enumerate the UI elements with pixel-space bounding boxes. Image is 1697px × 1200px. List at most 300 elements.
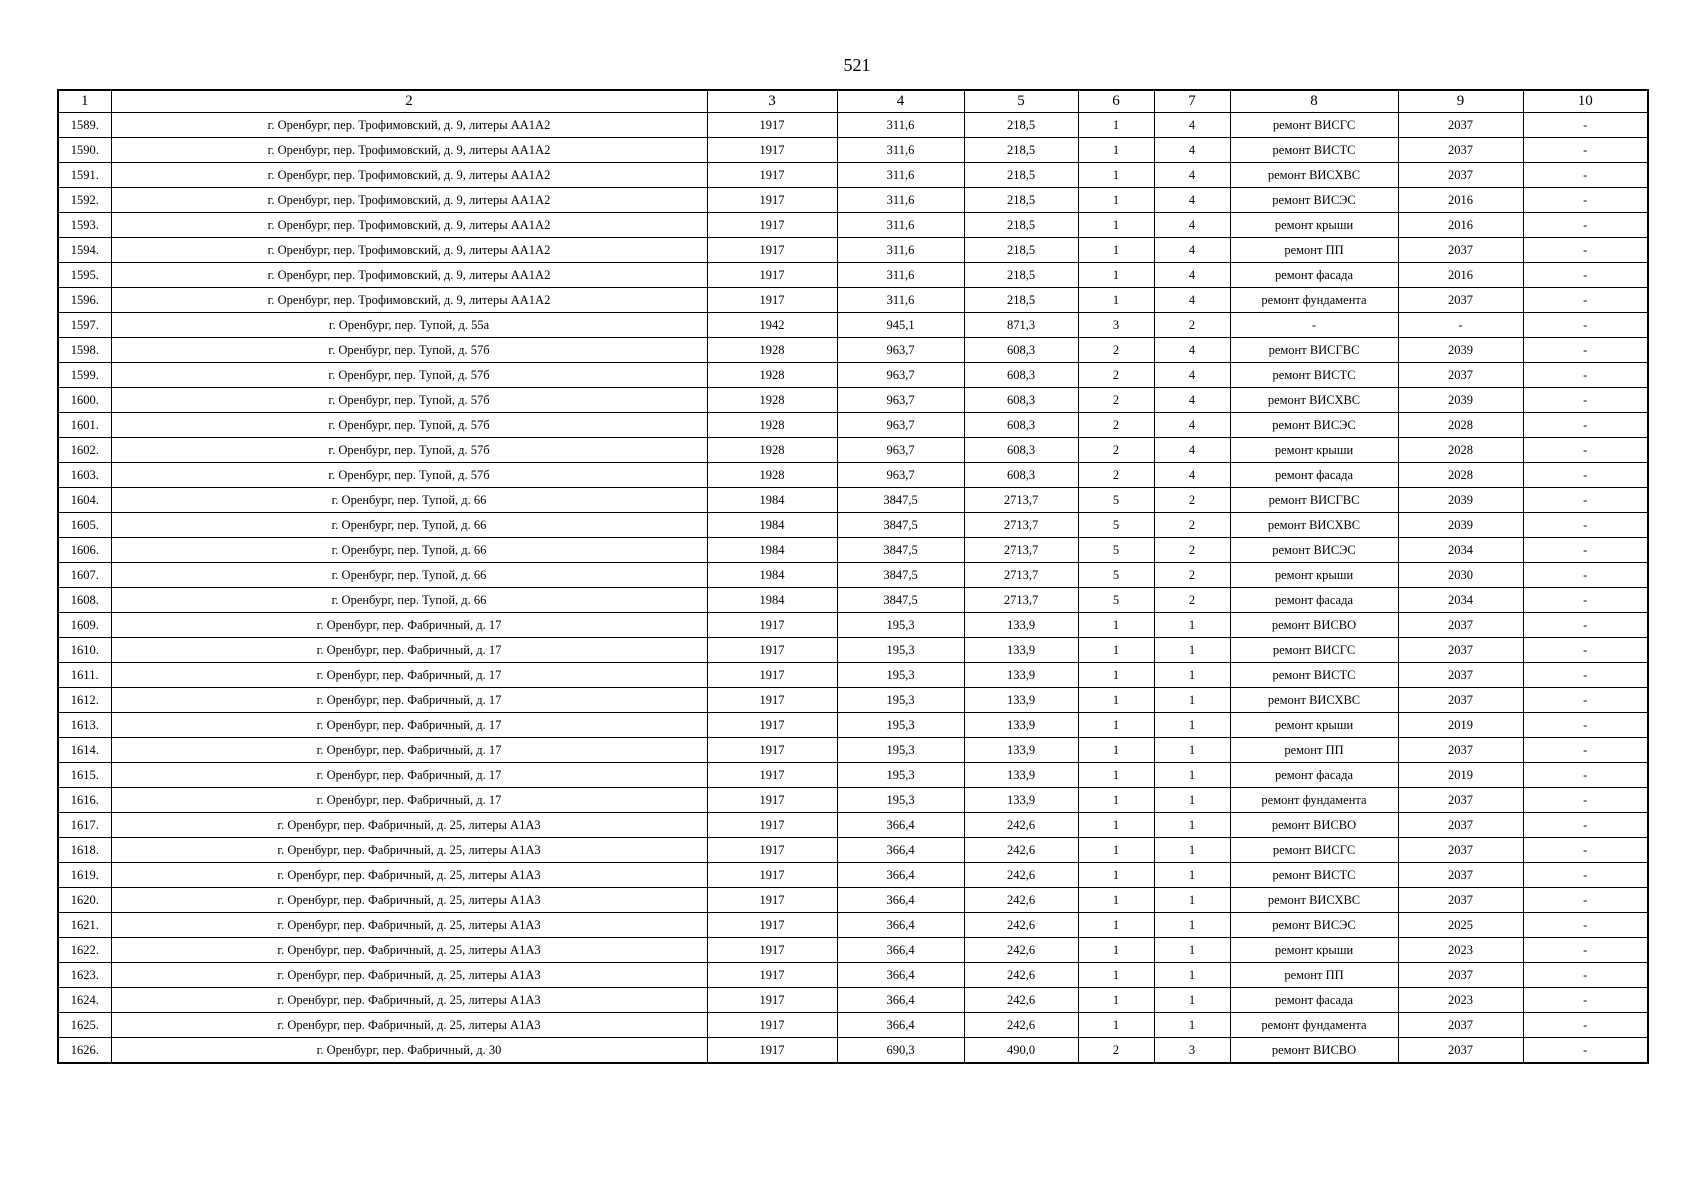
living-area-cell: 608,3 xyxy=(964,363,1078,388)
table-row xyxy=(58,838,1648,863)
total-area-cell: 311,6 xyxy=(837,238,964,263)
floors-cell: 2 xyxy=(1078,438,1154,463)
living-area-cell: 608,3 xyxy=(964,438,1078,463)
note-cell: - xyxy=(1523,638,1648,663)
total-area-cell: 963,7 xyxy=(837,338,964,363)
row-number-cell: 1599. xyxy=(58,363,111,388)
living-area-cell: 242,6 xyxy=(964,913,1078,938)
row-number-cell: 1608. xyxy=(58,588,111,613)
repair-type-cell: ремонт ВИСХВС xyxy=(1230,888,1398,913)
total-area-cell: 195,3 xyxy=(837,763,964,788)
year-built-cell: 1984 xyxy=(707,588,837,613)
table-row xyxy=(58,788,1648,813)
table-row xyxy=(58,263,1648,288)
residents-cell: 1 xyxy=(1154,988,1230,1013)
year-built-cell: 1917 xyxy=(707,963,837,988)
repair-type-cell: ремонт ВИСГВС xyxy=(1230,338,1398,363)
repair-type-cell: ремонт крыши xyxy=(1230,713,1398,738)
residents-cell: 4 xyxy=(1154,388,1230,413)
note-cell: - xyxy=(1523,888,1648,913)
living-area-cell: 218,5 xyxy=(964,113,1078,138)
address-cell: г. Оренбург, пер. Фабричный, д. 30 xyxy=(111,1038,707,1064)
table-row xyxy=(58,613,1648,638)
residents-cell: 1 xyxy=(1154,888,1230,913)
floors-cell: 1 xyxy=(1078,813,1154,838)
planned-year-cell: - xyxy=(1398,313,1523,338)
year-built-cell: 1917 xyxy=(707,788,837,813)
floors-cell: 1 xyxy=(1078,663,1154,688)
year-built-cell: 1917 xyxy=(707,738,837,763)
page-number: 521 xyxy=(843,55,871,75)
total-area-cell: 963,7 xyxy=(837,463,964,488)
year-built-cell: 1917 xyxy=(707,1013,837,1038)
note-cell: - xyxy=(1523,488,1648,513)
total-area-cell: 195,3 xyxy=(837,713,964,738)
living-area-cell: 608,3 xyxy=(964,463,1078,488)
total-area-cell: 311,6 xyxy=(837,138,964,163)
floors-cell: 1 xyxy=(1078,963,1154,988)
repair-type-cell: ремонт фасада xyxy=(1230,763,1398,788)
residents-cell: 4 xyxy=(1154,238,1230,263)
residents-cell: 2 xyxy=(1154,588,1230,613)
planned-year-cell: 2039 xyxy=(1398,488,1523,513)
table-row xyxy=(58,1013,1648,1038)
address-cell: г. Оренбург, пер. Тупой, д. 57б xyxy=(111,463,707,488)
planned-year-cell: 2016 xyxy=(1398,213,1523,238)
repair-type-cell: ремонт ВИСХВС xyxy=(1230,688,1398,713)
column-header-10: 10 xyxy=(1523,90,1648,113)
table-row xyxy=(58,213,1648,238)
table-row xyxy=(58,513,1648,538)
residents-cell: 2 xyxy=(1154,513,1230,538)
living-area-cell: 218,5 xyxy=(964,213,1078,238)
note-cell: - xyxy=(1523,763,1648,788)
planned-year-cell: 2028 xyxy=(1398,438,1523,463)
address-cell: г. Оренбург, пер. Фабричный, д. 25, литеры А1А3 xyxy=(111,813,707,838)
repair-type-cell: ремонт ВИСГС xyxy=(1230,838,1398,863)
living-area-cell: 608,3 xyxy=(964,338,1078,363)
total-area-cell: 963,7 xyxy=(837,388,964,413)
address-cell: г. Оренбург, пер. Тупой, д. 57б xyxy=(111,438,707,463)
floors-cell: 1 xyxy=(1078,238,1154,263)
column-header-6: 6 xyxy=(1078,90,1154,113)
living-area-cell: 2713,7 xyxy=(964,488,1078,513)
living-area-cell: 133,9 xyxy=(964,613,1078,638)
year-built-cell: 1928 xyxy=(707,388,837,413)
floors-cell: 1 xyxy=(1078,988,1154,1013)
planned-year-cell: 2039 xyxy=(1398,388,1523,413)
note-cell: - xyxy=(1523,288,1648,313)
row-number-cell: 1604. xyxy=(58,488,111,513)
living-area-cell: 871,3 xyxy=(964,313,1078,338)
repair-type-cell: ремонт ВИСХВС xyxy=(1230,388,1398,413)
table-row xyxy=(58,388,1648,413)
total-area-cell: 3847,5 xyxy=(837,538,964,563)
year-built-cell: 1917 xyxy=(707,238,837,263)
address-cell: г. Оренбург, пер. Тупой, д. 57б xyxy=(111,413,707,438)
repair-type-cell: ремонт крыши xyxy=(1230,438,1398,463)
total-area-cell: 311,6 xyxy=(837,163,964,188)
total-area-cell: 945,1 xyxy=(837,313,964,338)
year-built-cell: 1917 xyxy=(707,713,837,738)
column-header-9: 9 xyxy=(1398,90,1523,113)
repair-type-cell: ремонт ВИСЭС xyxy=(1230,413,1398,438)
note-cell: - xyxy=(1523,1013,1648,1038)
planned-year-cell: 2016 xyxy=(1398,263,1523,288)
floors-cell: 1 xyxy=(1078,638,1154,663)
address-cell: г. Оренбург, пер. Фабричный, д. 17 xyxy=(111,613,707,638)
table-row xyxy=(58,913,1648,938)
address-cell: г. Оренбург, пер. Трофимовский, д. 9, литеры АА1А2 xyxy=(111,163,707,188)
residents-cell: 2 xyxy=(1154,563,1230,588)
floors-cell: 2 xyxy=(1078,413,1154,438)
floors-cell: 1 xyxy=(1078,938,1154,963)
year-built-cell: 1928 xyxy=(707,413,837,438)
floors-cell: 1 xyxy=(1078,788,1154,813)
planned-year-cell: 2037 xyxy=(1398,888,1523,913)
row-number-cell: 1622. xyxy=(58,938,111,963)
year-built-cell: 1917 xyxy=(707,813,837,838)
note-cell: - xyxy=(1523,588,1648,613)
address-cell: г. Оренбург, пер. Тупой, д. 66 xyxy=(111,488,707,513)
planned-year-cell: 2037 xyxy=(1398,788,1523,813)
residents-cell: 1 xyxy=(1154,738,1230,763)
total-area-cell: 3847,5 xyxy=(837,588,964,613)
row-number-cell: 1606. xyxy=(58,538,111,563)
row-number-cell: 1603. xyxy=(58,463,111,488)
repair-type-cell: ремонт фасада xyxy=(1230,588,1398,613)
repair-type-cell: ремонт крыши xyxy=(1230,213,1398,238)
living-area-cell: 133,9 xyxy=(964,788,1078,813)
planned-year-cell: 2037 xyxy=(1398,688,1523,713)
floors-cell: 1 xyxy=(1078,188,1154,213)
address-cell: г. Оренбург, пер. Тупой, д. 66 xyxy=(111,588,707,613)
living-area-cell: 218,5 xyxy=(964,263,1078,288)
row-number-cell: 1602. xyxy=(58,438,111,463)
year-built-cell: 1928 xyxy=(707,438,837,463)
floors-cell: 1 xyxy=(1078,213,1154,238)
floors-cell: 1 xyxy=(1078,288,1154,313)
address-cell: г. Оренбург, пер. Тупой, д. 57б xyxy=(111,388,707,413)
row-number-cell: 1609. xyxy=(58,613,111,638)
year-built-cell: 1917 xyxy=(707,138,837,163)
total-area-cell: 195,3 xyxy=(837,663,964,688)
planned-year-cell: 2037 xyxy=(1398,1038,1523,1064)
repair-type-cell: ремонт ВИСВО xyxy=(1230,813,1398,838)
residents-cell: 1 xyxy=(1154,713,1230,738)
repair-type-cell: - xyxy=(1230,313,1398,338)
floors-cell: 5 xyxy=(1078,563,1154,588)
row-number-cell: 1614. xyxy=(58,738,111,763)
living-area-cell: 242,6 xyxy=(964,813,1078,838)
total-area-cell: 195,3 xyxy=(837,638,964,663)
total-area-cell: 963,7 xyxy=(837,363,964,388)
planned-year-cell: 2037 xyxy=(1398,138,1523,163)
repair-type-cell: ремонт ВИСЭС xyxy=(1230,538,1398,563)
year-built-cell: 1917 xyxy=(707,288,837,313)
table-row xyxy=(58,113,1648,138)
table-row xyxy=(58,463,1648,488)
table-row xyxy=(58,863,1648,888)
row-number-cell: 1591. xyxy=(58,163,111,188)
note-cell: - xyxy=(1523,938,1648,963)
total-area-cell: 366,4 xyxy=(837,863,964,888)
table-row xyxy=(58,563,1648,588)
year-built-cell: 1984 xyxy=(707,488,837,513)
floors-cell: 3 xyxy=(1078,313,1154,338)
repair-type-cell: ремонт ВИСТС xyxy=(1230,138,1398,163)
planned-year-cell: 2023 xyxy=(1398,988,1523,1013)
note-cell: - xyxy=(1523,138,1648,163)
residents-cell: 2 xyxy=(1154,488,1230,513)
table-row xyxy=(58,438,1648,463)
residents-cell: 4 xyxy=(1154,263,1230,288)
address-cell: г. Оренбург, пер. Трофимовский, д. 9, литеры АА1А2 xyxy=(111,138,707,163)
repair-type-cell: ремонт ВИСЭС xyxy=(1230,913,1398,938)
planned-year-cell: 2019 xyxy=(1398,763,1523,788)
planned-year-cell: 2037 xyxy=(1398,363,1523,388)
repair-type-cell: ремонт фундамента xyxy=(1230,788,1398,813)
address-cell: г. Оренбург, пер. Трофимовский, д. 9, литеры АА1А2 xyxy=(111,213,707,238)
year-built-cell: 1917 xyxy=(707,888,837,913)
residents-cell: 1 xyxy=(1154,663,1230,688)
planned-year-cell: 2037 xyxy=(1398,738,1523,763)
living-area-cell: 218,5 xyxy=(964,163,1078,188)
address-cell: г. Оренбург, пер. Трофимовский, д. 9, литеры АА1А2 xyxy=(111,288,707,313)
address-cell: г. Оренбург, пер. Фабричный, д. 25, литеры А1А3 xyxy=(111,963,707,988)
address-cell: г. Оренбург, пер. Фабричный, д. 25, литеры А1А3 xyxy=(111,863,707,888)
planned-year-cell: 2037 xyxy=(1398,638,1523,663)
year-built-cell: 1917 xyxy=(707,163,837,188)
total-area-cell: 963,7 xyxy=(837,413,964,438)
residents-cell: 4 xyxy=(1154,113,1230,138)
planned-year-cell: 2028 xyxy=(1398,413,1523,438)
table-row xyxy=(58,938,1648,963)
floors-cell: 1 xyxy=(1078,838,1154,863)
address-cell: г. Оренбург, пер. Фабричный, д. 17 xyxy=(111,688,707,713)
floors-cell: 1 xyxy=(1078,888,1154,913)
living-area-cell: 242,6 xyxy=(964,963,1078,988)
repair-type-cell: ремонт ПП xyxy=(1230,738,1398,763)
living-area-cell: 133,9 xyxy=(964,663,1078,688)
planned-year-cell: 2037 xyxy=(1398,613,1523,638)
year-built-cell: 1917 xyxy=(707,638,837,663)
row-number-cell: 1592. xyxy=(58,188,111,213)
residents-cell: 4 xyxy=(1154,288,1230,313)
floors-cell: 1 xyxy=(1078,113,1154,138)
repair-type-cell: ремонт ВИСГС xyxy=(1230,113,1398,138)
total-area-cell: 195,3 xyxy=(837,613,964,638)
planned-year-cell: 2037 xyxy=(1398,1013,1523,1038)
row-number-cell: 1613. xyxy=(58,713,111,738)
row-number-cell: 1589. xyxy=(58,113,111,138)
column-header-8: 8 xyxy=(1230,90,1398,113)
living-area-cell: 608,3 xyxy=(964,388,1078,413)
year-built-cell: 1917 xyxy=(707,663,837,688)
year-built-cell: 1917 xyxy=(707,913,837,938)
floors-cell: 2 xyxy=(1078,363,1154,388)
floors-cell: 1 xyxy=(1078,138,1154,163)
living-area-cell: 133,9 xyxy=(964,688,1078,713)
year-built-cell: 1984 xyxy=(707,513,837,538)
planned-year-cell: 2037 xyxy=(1398,838,1523,863)
note-cell: - xyxy=(1523,188,1648,213)
note-cell: - xyxy=(1523,663,1648,688)
total-area-cell: 366,4 xyxy=(837,813,964,838)
column-header-3: 3 xyxy=(707,90,837,113)
repair-type-cell: ремонт ПП xyxy=(1230,238,1398,263)
repair-type-cell: ремонт ВИСХВС xyxy=(1230,163,1398,188)
total-area-cell: 366,4 xyxy=(837,938,964,963)
address-cell: г. Оренбург, пер. Фабричный, д. 25, литеры А1А3 xyxy=(111,1013,707,1038)
year-built-cell: 1917 xyxy=(707,188,837,213)
floors-cell: 5 xyxy=(1078,513,1154,538)
floors-cell: 5 xyxy=(1078,488,1154,513)
floors-cell: 2 xyxy=(1078,388,1154,413)
year-built-cell: 1917 xyxy=(707,838,837,863)
planned-year-cell: 2037 xyxy=(1398,863,1523,888)
planned-year-cell: 2034 xyxy=(1398,588,1523,613)
year-built-cell: 1928 xyxy=(707,363,837,388)
table-row xyxy=(58,663,1648,688)
column-header-2: 2 xyxy=(111,90,707,113)
year-built-cell: 1917 xyxy=(707,763,837,788)
planned-year-cell: 2037 xyxy=(1398,663,1523,688)
floors-cell: 1 xyxy=(1078,688,1154,713)
repair-type-cell: ремонт ВИСТС xyxy=(1230,863,1398,888)
repair-type-cell: ремонт фундамента xyxy=(1230,288,1398,313)
repair-schedule-table xyxy=(57,89,1649,1064)
residents-cell: 1 xyxy=(1154,863,1230,888)
row-number-cell: 1593. xyxy=(58,213,111,238)
table-row xyxy=(58,988,1648,1013)
note-cell: - xyxy=(1523,988,1648,1013)
planned-year-cell: 2034 xyxy=(1398,538,1523,563)
planned-year-cell: 2037 xyxy=(1398,163,1523,188)
planned-year-cell: 2019 xyxy=(1398,713,1523,738)
year-built-cell: 1942 xyxy=(707,313,837,338)
address-cell: г. Оренбург, пер. Тупой, д. 66 xyxy=(111,513,707,538)
row-number-cell: 1619. xyxy=(58,863,111,888)
repair-type-cell: ремонт ВИСВО xyxy=(1230,613,1398,638)
row-number-cell: 1626. xyxy=(58,1038,111,1064)
row-number-cell: 1617. xyxy=(58,813,111,838)
floors-cell: 1 xyxy=(1078,613,1154,638)
residents-cell: 4 xyxy=(1154,413,1230,438)
residents-cell: 1 xyxy=(1154,688,1230,713)
row-number-cell: 1616. xyxy=(58,788,111,813)
address-cell: г. Оренбург, пер. Фабричный, д. 25, литеры А1А3 xyxy=(111,888,707,913)
residents-cell: 4 xyxy=(1154,188,1230,213)
note-cell: - xyxy=(1523,513,1648,538)
year-built-cell: 1917 xyxy=(707,213,837,238)
table-header xyxy=(58,90,1648,113)
note-cell: - xyxy=(1523,713,1648,738)
living-area-cell: 242,6 xyxy=(964,888,1078,913)
note-cell: - xyxy=(1523,263,1648,288)
total-area-cell: 366,4 xyxy=(837,1013,964,1038)
year-built-cell: 1984 xyxy=(707,563,837,588)
row-number-cell: 1623. xyxy=(58,963,111,988)
row-number-cell: 1595. xyxy=(58,263,111,288)
planned-year-cell: 2030 xyxy=(1398,563,1523,588)
table-row xyxy=(58,363,1648,388)
total-area-cell: 366,4 xyxy=(837,913,964,938)
planned-year-cell: 2037 xyxy=(1398,238,1523,263)
row-number-cell: 1612. xyxy=(58,688,111,713)
note-cell: - xyxy=(1523,363,1648,388)
row-number-cell: 1611. xyxy=(58,663,111,688)
row-number-cell: 1596. xyxy=(58,288,111,313)
table-row xyxy=(58,488,1648,513)
table-row xyxy=(58,638,1648,663)
address-cell: г. Оренбург, пер. Тупой, д. 57б xyxy=(111,363,707,388)
total-area-cell: 311,6 xyxy=(837,188,964,213)
note-cell: - xyxy=(1523,463,1648,488)
table-row xyxy=(58,313,1648,338)
total-area-cell: 195,3 xyxy=(837,788,964,813)
living-area-cell: 133,9 xyxy=(964,638,1078,663)
table-row xyxy=(58,413,1648,438)
note-cell: - xyxy=(1523,738,1648,763)
repair-type-cell: ремонт фасада xyxy=(1230,263,1398,288)
repair-type-cell: ремонт крыши xyxy=(1230,563,1398,588)
planned-year-cell: 2039 xyxy=(1398,338,1523,363)
table-row xyxy=(58,138,1648,163)
note-cell: - xyxy=(1523,163,1648,188)
table-row xyxy=(58,813,1648,838)
table-row xyxy=(58,538,1648,563)
year-built-cell: 1984 xyxy=(707,538,837,563)
table-row xyxy=(58,688,1648,713)
address-cell: г. Оренбург, пер. Фабричный, д. 17 xyxy=(111,738,707,763)
residents-cell: 1 xyxy=(1154,1013,1230,1038)
repair-type-cell: ремонт фасада xyxy=(1230,463,1398,488)
address-cell: г. Оренбург, пер. Трофимовский, д. 9, литеры АА1А2 xyxy=(111,263,707,288)
row-number-cell: 1621. xyxy=(58,913,111,938)
living-area-cell: 218,5 xyxy=(964,138,1078,163)
table-row xyxy=(58,163,1648,188)
repair-type-cell: ремонт ПП xyxy=(1230,963,1398,988)
address-cell: г. Оренбург, пер. Фабричный, д. 17 xyxy=(111,788,707,813)
row-number-cell: 1615. xyxy=(58,763,111,788)
address-cell: г. Оренбург, пер. Тупой, д. 57б xyxy=(111,338,707,363)
total-area-cell: 963,7 xyxy=(837,438,964,463)
row-number-cell: 1590. xyxy=(58,138,111,163)
address-cell: г. Оренбург, пер. Тупой, д. 55а xyxy=(111,313,707,338)
year-built-cell: 1917 xyxy=(707,863,837,888)
floors-cell: 2 xyxy=(1078,1038,1154,1064)
header-row xyxy=(58,90,1648,113)
address-cell: г. Оренбург, пер. Фабричный, д. 25, литеры А1А3 xyxy=(111,938,707,963)
table-row xyxy=(58,338,1648,363)
note-cell: - xyxy=(1523,338,1648,363)
residents-cell: 1 xyxy=(1154,838,1230,863)
living-area-cell: 218,5 xyxy=(964,188,1078,213)
address-cell: г. Оренбург, пер. Трофимовский, д. 9, литеры АА1А2 xyxy=(111,188,707,213)
note-cell: - xyxy=(1523,413,1648,438)
total-area-cell: 311,6 xyxy=(837,113,964,138)
column-header-5: 5 xyxy=(964,90,1078,113)
residents-cell: 1 xyxy=(1154,913,1230,938)
residents-cell: 2 xyxy=(1154,538,1230,563)
residents-cell: 1 xyxy=(1154,938,1230,963)
column-header-4: 4 xyxy=(837,90,964,113)
floors-cell: 1 xyxy=(1078,1013,1154,1038)
note-cell: - xyxy=(1523,863,1648,888)
year-built-cell: 1917 xyxy=(707,988,837,1013)
note-cell: - xyxy=(1523,213,1648,238)
